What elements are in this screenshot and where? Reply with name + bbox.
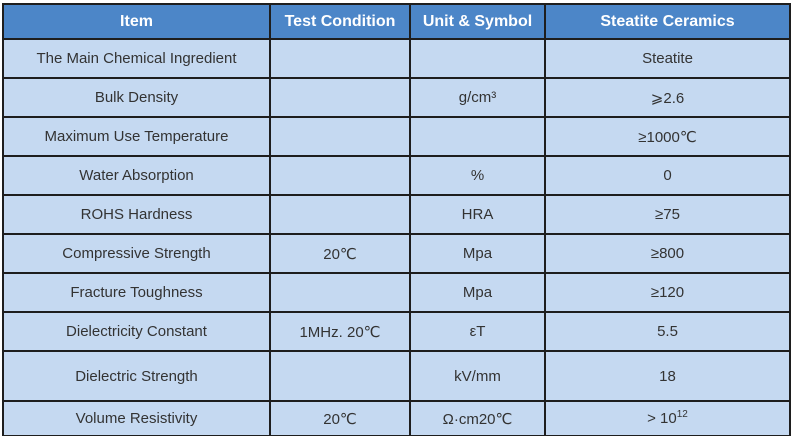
column-header-unit-symbol: Unit & Symbol	[410, 4, 545, 39]
condition-cell	[270, 195, 410, 234]
header-row	[3, 4, 790, 39]
condition-cell: 1MHz. 20℃	[270, 312, 410, 351]
column-header-item: Item	[3, 4, 270, 39]
value-exponent: 12	[676, 409, 688, 420]
value-cell	[545, 401, 790, 436]
table-body	[3, 39, 790, 436]
table-row	[3, 156, 790, 195]
unit-cell: %	[410, 156, 545, 195]
value-cell: ≥800	[545, 234, 790, 273]
value-base: > 10	[647, 410, 677, 427]
item-cell: Dielectricity Constant	[3, 312, 270, 351]
table-row	[3, 312, 790, 351]
condition-cell	[270, 156, 410, 195]
item-cell: Water Absorption	[3, 156, 270, 195]
table-row	[3, 273, 790, 312]
table-row	[3, 401, 790, 436]
table-row	[3, 195, 790, 234]
value-cell: ≥120	[545, 273, 790, 312]
item-cell: ROHS Hardness	[3, 195, 270, 234]
table-row	[3, 234, 790, 273]
value-cell: Steatite	[545, 39, 790, 78]
table-row	[3, 39, 790, 78]
column-header-steatite-ceramics: Steatite Ceramics	[545, 4, 790, 39]
item-cell: The Main Chemical Ingredient	[3, 39, 270, 78]
unit-cell: Mpa	[410, 234, 545, 273]
value-cell: ≥1000℃	[545, 117, 790, 156]
steatite-ceramics-spec-table	[2, 3, 791, 436]
table-row	[3, 117, 790, 156]
item-cell: Dielectric Strength	[3, 351, 270, 401]
condition-cell	[270, 78, 410, 117]
item-cell: Maximum Use Temperature	[3, 117, 270, 156]
item-cell: Volume Resistivity	[3, 401, 270, 436]
unit-cell: kV/mm	[410, 351, 545, 401]
item-cell: Fracture Toughness	[3, 273, 270, 312]
value-cell: ≥75	[545, 195, 790, 234]
condition-cell	[270, 273, 410, 312]
table-row	[3, 351, 790, 401]
unit-cell	[410, 117, 545, 156]
table-header	[3, 4, 790, 39]
unit-cell: εT	[410, 312, 545, 351]
unit-cell: Mpa	[410, 273, 545, 312]
table-row	[3, 78, 790, 117]
value-cell: 0	[545, 156, 790, 195]
condition-cell: 20℃	[270, 401, 410, 436]
item-cell: Compressive Strength	[3, 234, 270, 273]
unit-cell	[410, 39, 545, 78]
column-header-test-condition: Test Condition	[270, 4, 410, 39]
condition-cell: 20℃	[270, 234, 410, 273]
value-cell: 18	[545, 351, 790, 401]
item-cell: Bulk Density	[3, 78, 270, 117]
unit-cell: HRA	[410, 195, 545, 234]
unit-cell: Ω·cm20℃	[410, 401, 545, 436]
value-cell: 5.5	[545, 312, 790, 351]
condition-cell	[270, 351, 410, 401]
value-cell: ⩾2.6	[545, 78, 790, 117]
condition-cell	[270, 39, 410, 78]
condition-cell	[270, 117, 410, 156]
unit-cell: g/cm³	[410, 78, 545, 117]
